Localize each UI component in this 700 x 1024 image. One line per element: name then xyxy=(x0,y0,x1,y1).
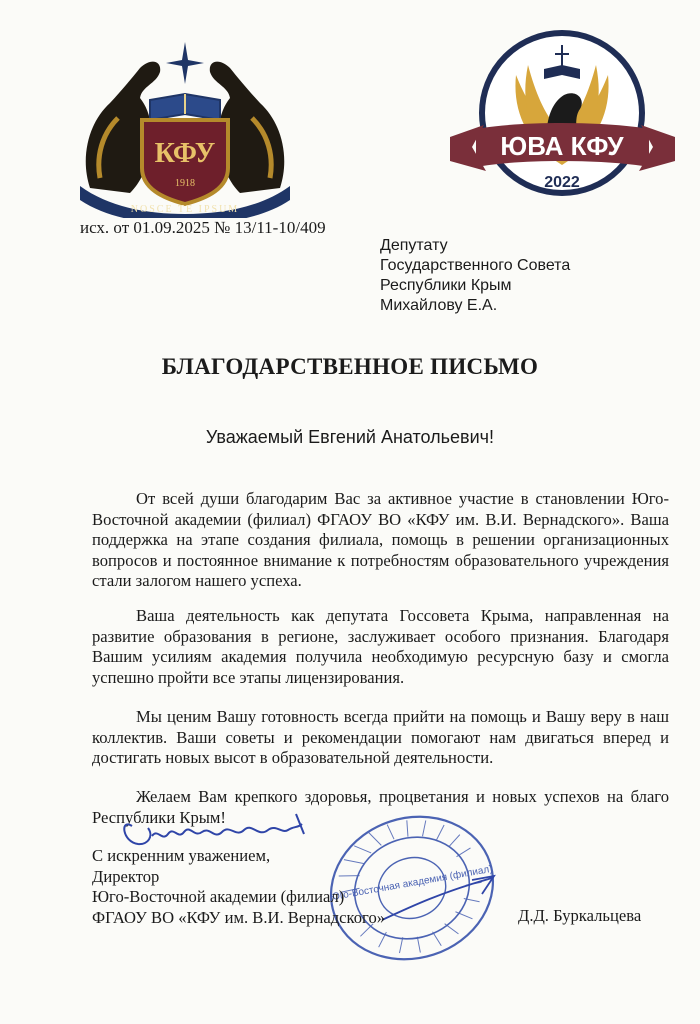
body-paragraph: От всей души благодарим Вас за активное участие в становлении Юго-Восточной академии (филиал) ФГАОУ ВО «КФУ им. В.И. Вернадского». Ваша поддержка на этапе создания филиала, помощь в решении организационных вопросов и постоянное внимание к потребностям образовательного учреждения стали залогом нашего успеха. xyxy=(92,489,669,590)
addressee-line: Михайлову Е.А. xyxy=(380,297,498,314)
kfu-crest-logo xyxy=(70,38,300,218)
outgoing-reference: исх. от 01.09.2025 № 13/11-10/409 xyxy=(80,218,326,237)
closing-block xyxy=(92,846,385,928)
kfu-founded-year: 1918 xyxy=(175,178,195,189)
closing-line: С искренним уважением, xyxy=(92,846,271,865)
closing-line: ФГАОУ ВО «КФУ им. В.И. Вернадского» xyxy=(92,907,386,927)
signer-name: Д.Д. Буркальцева xyxy=(518,906,642,925)
salutation: Уважаемый Евгений Анатольевич! xyxy=(205,427,495,447)
addressee-line: Депутату xyxy=(380,237,448,254)
body-paragraph: Желаем Вам крепкого здоровья, процветания и новых успехов на благо Республики Крым! xyxy=(92,787,669,827)
closing-line: Юго-Восточной академии (филиал) xyxy=(92,887,345,906)
star-icon xyxy=(166,42,204,84)
body-paragraph: Ваша деятельность как депутата Госсовета Крыма, направленная на развитие образования в регионе, заслуживает особого признания. Благодаря Вашим усилиям академия получила необходимую ресурсную базу и смогла успешно пройти все этапы лицензирования. xyxy=(92,606,669,687)
kfu-monogram: КФУ xyxy=(154,138,216,169)
uva-founded-year: 2022 xyxy=(544,174,580,191)
uva-kfu-logo xyxy=(450,25,675,200)
letter-title: БЛАГОДАРСТВЕННОЕ ПИСЬМО xyxy=(161,354,539,379)
addressee-block xyxy=(380,236,570,316)
kfu-motto: NOSCE TE IPSUM xyxy=(130,204,240,215)
addressee-line: Республики Крым xyxy=(380,277,512,294)
addressee-line: Государственного Совета xyxy=(380,257,571,274)
stamp-center-text: Юго-Восточная академия (филиал) xyxy=(329,863,494,904)
closing-line: Директор xyxy=(92,866,160,886)
body-paragraph: Мы ценим Вашу готовность всегда прийти на помощь и Вашу веру в наш коллектив. Ваши советы и рекомендации помогают нам двигаться вперед и достигать новых высот в образовательной деятельности. xyxy=(92,707,669,767)
uva-kfu-name: ЮВА КФУ xyxy=(500,131,624,161)
